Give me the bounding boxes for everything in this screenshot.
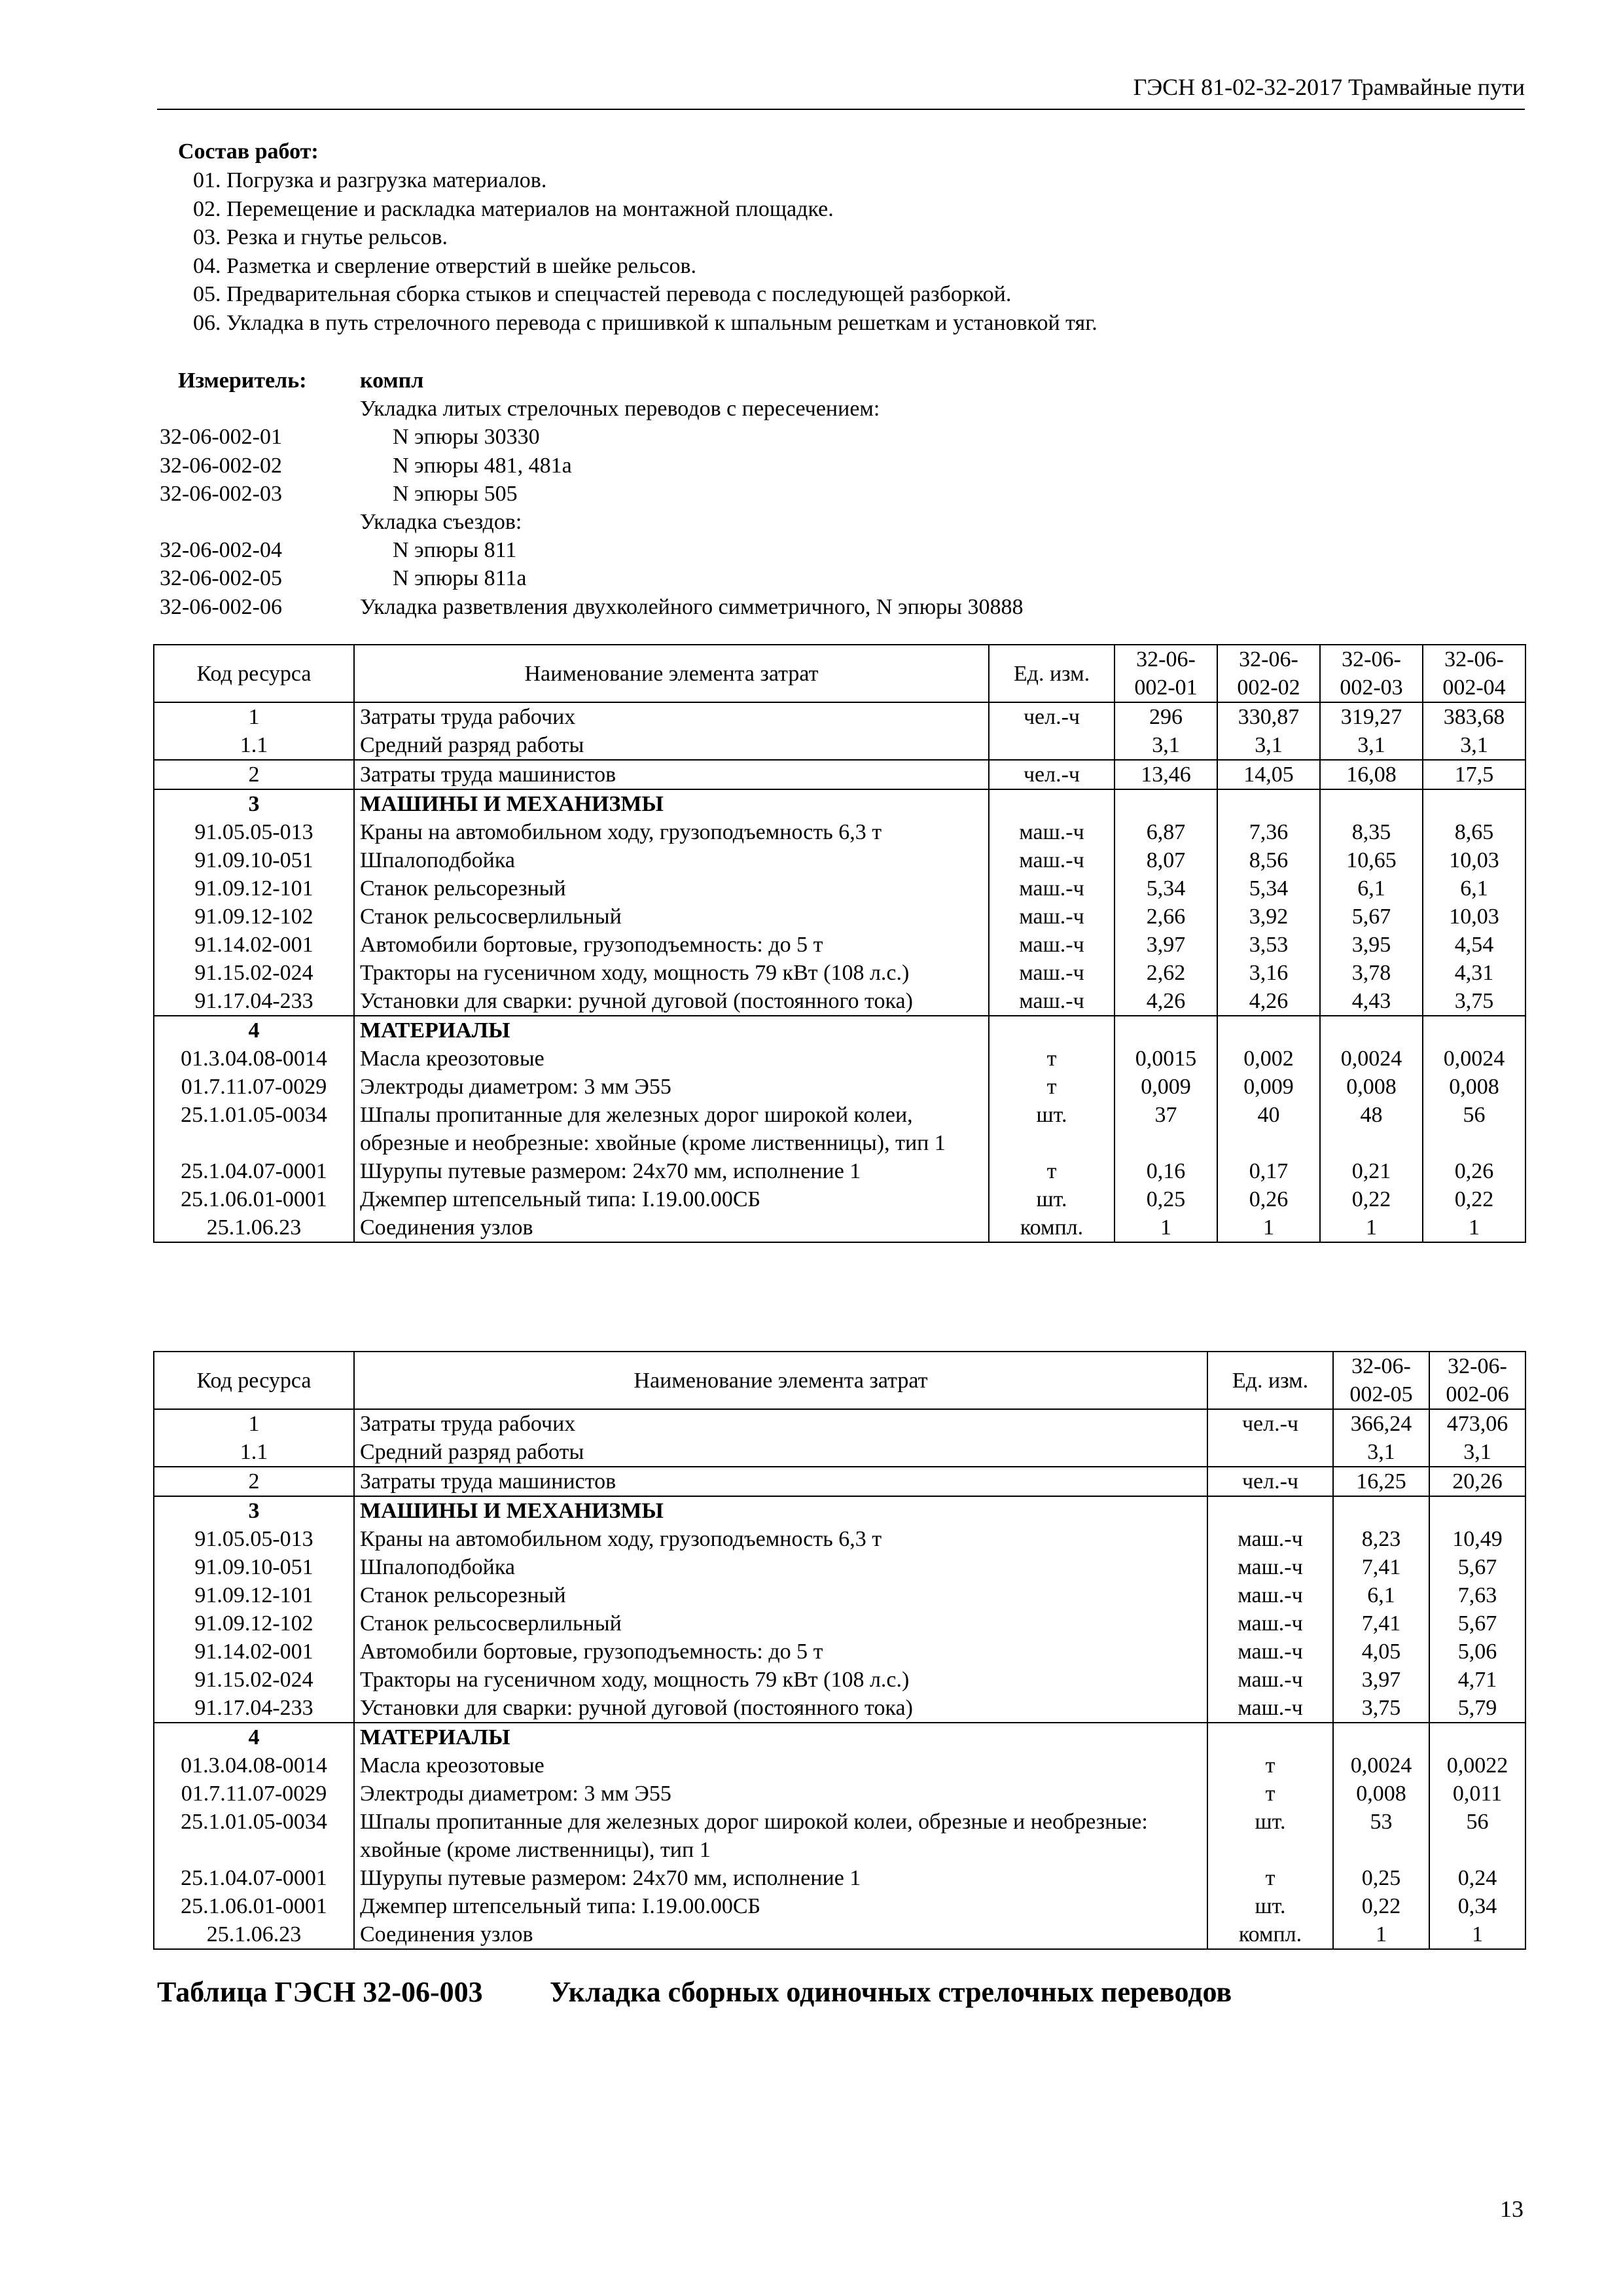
value-cell: 5,79: [1429, 1694, 1525, 1723]
resource-code: 91.09.12-102: [154, 903, 354, 931]
value-cell: 6,1: [1333, 1581, 1429, 1609]
cost-item-name: Масла креозотовые: [354, 1751, 1207, 1780]
value-cell: 8,56: [1217, 846, 1320, 874]
value-cell: [1429, 1496, 1525, 1525]
unit-cell: т: [989, 1045, 1115, 1073]
measure-text: N эпюры 481, 481а: [393, 453, 572, 478]
resource-code: 91.17.04-233: [154, 987, 354, 1016]
cost-item-name: Масла креозотовые: [354, 1045, 989, 1073]
column-header: 32-06- 002-01: [1115, 645, 1217, 702]
value-cell: 3,75: [1423, 987, 1525, 1016]
value-cell: [1423, 789, 1525, 818]
unit-cell: [1207, 1496, 1333, 1525]
cost-item-name: Средний разряд работы: [354, 731, 989, 760]
value-cell: 56: [1423, 1101, 1525, 1157]
value-cell: 4,05: [1333, 1638, 1429, 1666]
column-header: Ед. изм.: [1207, 1352, 1333, 1409]
table-row: [154, 1666, 1525, 1694]
unit-cell: маш.-ч: [989, 846, 1115, 874]
resource-code: 91.09.10-051: [154, 1553, 354, 1581]
resource-code: 3: [154, 1496, 354, 1525]
value-cell: 3,1: [1423, 731, 1525, 760]
next-table-number: Таблица ГЭСН 32-06-003: [157, 1976, 483, 2008]
table-row: [154, 1581, 1525, 1609]
value-cell: 8,65: [1423, 818, 1525, 846]
value-cell: 4,31: [1423, 959, 1525, 987]
unit-cell: маш.-ч: [1207, 1638, 1333, 1666]
column-header: Наименование элемента затрат: [354, 645, 989, 702]
value-cell: 3,1: [1217, 731, 1320, 760]
table-row: [154, 1609, 1525, 1638]
table-row: [154, 818, 1525, 846]
cost-item-name: Затраты труда рабочих: [354, 1409, 1207, 1438]
cost-item-name: Станок рельсосверлильный: [354, 1609, 1207, 1638]
column-header: Наименование элемента затрат: [354, 1352, 1207, 1409]
cost-item-name: Джемпер штепсельный типа: I.19.00.00СБ: [354, 1892, 1207, 1920]
table-row: [154, 1864, 1525, 1892]
value-cell: 3,1: [1429, 1438, 1525, 1467]
table-header-row: [154, 1352, 1525, 1409]
value-cell: 40: [1217, 1101, 1320, 1157]
value-cell: 4,71: [1429, 1666, 1525, 1694]
unit-cell: шт.: [1207, 1892, 1333, 1920]
cost-item-name: Шурупы путевые размером: 24х70 мм, исполнение 1: [354, 1157, 989, 1185]
unit-cell: маш.-ч: [1207, 1694, 1333, 1723]
value-cell: 473,06: [1429, 1409, 1525, 1438]
value-cell: 1: [1320, 1213, 1423, 1242]
cost-item-name: Тракторы на гусеничном ходу, мощность 79 кВт (108 л.с.): [354, 959, 989, 987]
unit-cell: маш.-ч: [1207, 1581, 1333, 1609]
resource-code: 91.05.05-013: [154, 818, 354, 846]
page-number: 13: [1500, 2196, 1524, 2222]
value-cell: 3,1: [1333, 1438, 1429, 1467]
work-composition-title: Состав работ:: [178, 139, 319, 164]
unit-cell: маш.-ч: [989, 818, 1115, 846]
table-row: [154, 1438, 1525, 1467]
resource-code: 1: [154, 702, 354, 731]
measure-text: Укладка литых стрелочных переводов с пересечением:: [360, 397, 880, 422]
value-cell: 330,87: [1217, 702, 1320, 731]
column-header: Код ресурса: [154, 1352, 354, 1409]
unit-cell: шт.: [989, 1185, 1115, 1213]
value-cell: [1429, 1723, 1525, 1751]
value-cell: [1423, 1016, 1525, 1045]
resource-code: 91.05.05-013: [154, 1525, 354, 1553]
cost-item-name: Электроды диаметром: 3 мм Э55: [354, 1073, 989, 1101]
value-cell: 3,97: [1333, 1666, 1429, 1694]
value-cell: 20,26: [1429, 1467, 1525, 1496]
unit-cell: чел.-ч: [989, 760, 1115, 789]
table-row: [154, 959, 1525, 987]
value-cell: [1320, 789, 1423, 818]
value-cell: 3,97: [1115, 931, 1217, 959]
value-cell: [1115, 789, 1217, 818]
value-cell: 7,36: [1217, 818, 1320, 846]
value-cell: 4,43: [1320, 987, 1423, 1016]
cost-item-name: Станок рельсосверлильный: [354, 903, 989, 931]
column-header: 32-06- 002-05: [1333, 1352, 1429, 1409]
cost-item-name: Установки для сварки: ручной дуговой (постоянного тока): [354, 987, 989, 1016]
table-row: [154, 1213, 1525, 1242]
value-cell: 0,0024: [1333, 1751, 1429, 1780]
table-row: [154, 1920, 1525, 1949]
value-cell: [1320, 1016, 1423, 1045]
value-cell: [1217, 789, 1320, 818]
value-cell: 48: [1320, 1101, 1423, 1157]
table-row: [154, 1780, 1525, 1808]
unit-cell: маш.-ч: [1207, 1609, 1333, 1638]
value-cell: 13,46: [1115, 760, 1217, 789]
value-cell: [1217, 1016, 1320, 1045]
resource-code: 91.17.04-233: [154, 1694, 354, 1723]
measure-code: 32-06-002-06: [160, 594, 282, 619]
column-header: 32-06- 002-04: [1423, 645, 1525, 702]
resource-code: 01.3.04.08-0014: [154, 1751, 354, 1780]
table-row: [154, 846, 1525, 874]
value-cell: 0,26: [1423, 1157, 1525, 1185]
resource-code: 91.14.02-001: [154, 1638, 354, 1666]
table-row: [154, 1073, 1525, 1101]
value-cell: 1: [1115, 1213, 1217, 1242]
resource-code: 1: [154, 1409, 354, 1438]
resource-code: 25.1.04.07-0001: [154, 1864, 354, 1892]
value-cell: 0,21: [1320, 1157, 1423, 1185]
value-cell: 0,0024: [1423, 1045, 1525, 1073]
cost-item-name: Шурупы путевые размером: 24х70 мм, исполнение 1: [354, 1864, 1207, 1892]
cost-item-name: Шпалоподбойка: [354, 846, 989, 874]
value-cell: 383,68: [1423, 702, 1525, 731]
resource-code: 4: [154, 1016, 354, 1045]
value-cell: 3,1: [1320, 731, 1423, 760]
table-row: [154, 903, 1525, 931]
value-cell: 0,22: [1333, 1892, 1429, 1920]
value-cell: 8,35: [1320, 818, 1423, 846]
value-cell: 56: [1429, 1808, 1525, 1864]
value-cell: 0,0015: [1115, 1045, 1217, 1073]
measure-text: N эпюры 811: [393, 538, 517, 563]
measure-text: N эпюры 30330: [393, 425, 540, 450]
column-header: 32-06- 002-03: [1320, 645, 1423, 702]
value-cell: 1: [1423, 1213, 1525, 1242]
value-cell: 0,16: [1115, 1157, 1217, 1185]
resource-code: 1.1: [154, 731, 354, 760]
value-cell: 0,009: [1217, 1073, 1320, 1101]
value-cell: 7,63: [1429, 1581, 1525, 1609]
value-cell: 4,26: [1115, 987, 1217, 1016]
value-cell: 1: [1333, 1920, 1429, 1949]
cost-item-name: Шпалы пропитанные для железных дорог широкой колеи, обрезные и необрезные: хвойные (кроме лиственницы), тип 1: [354, 1101, 989, 1157]
value-cell: 2,66: [1115, 903, 1217, 931]
unit-cell: маш.-ч: [989, 874, 1115, 903]
column-header: 32-06- 002-06: [1429, 1352, 1525, 1409]
cost-item-name: Шпалоподбойка: [354, 1553, 1207, 1581]
unit-cell: [989, 731, 1115, 760]
cost-item-name: Станок рельсорезный: [354, 874, 989, 903]
table-row: [154, 874, 1525, 903]
resource-code: 3: [154, 789, 354, 818]
table-row: [154, 1694, 1525, 1723]
value-cell: 10,49: [1429, 1525, 1525, 1553]
value-cell: 3,53: [1217, 931, 1320, 959]
measure-code: 32-06-002-01: [160, 425, 282, 450]
value-cell: 0,009: [1115, 1073, 1217, 1101]
resource-code: 25.1.06.23: [154, 1213, 354, 1242]
cost-item-name: Установки для сварки: ручной дуговой (постоянного тока): [354, 1694, 1207, 1723]
value-cell: 10,03: [1423, 846, 1525, 874]
resource-table-2: [153, 1351, 1526, 1950]
resource-code: 25.1.06.01-0001: [154, 1185, 354, 1213]
cost-item-name: Затраты труда рабочих: [354, 702, 989, 731]
value-cell: [1333, 1723, 1429, 1751]
value-cell: 319,27: [1320, 702, 1423, 731]
table-row: [154, 1751, 1525, 1780]
work-item: 06. Укладка в путь стрелочного перевода с пришивкой к шпальным решеткам и установкой тяг.: [193, 310, 1097, 335]
work-item: 02. Перемещение и раскладка материалов на монтажной площадке.: [193, 196, 834, 221]
value-cell: 3,16: [1217, 959, 1320, 987]
cost-item-name: Соединения узлов: [354, 1920, 1207, 1949]
resource-code: 91.09.12-101: [154, 1581, 354, 1609]
value-cell: 0,008: [1333, 1780, 1429, 1808]
resource-table-1: [153, 644, 1526, 1243]
header-rule: [157, 109, 1525, 110]
running-header: ГЭСН 81-02-32-2017 Трамвайные пути: [1133, 74, 1525, 100]
table-row: [154, 1525, 1525, 1553]
measure-code: 32-06-002-04: [160, 538, 282, 563]
value-cell: 5,67: [1429, 1609, 1525, 1638]
value-cell: 0,26: [1217, 1185, 1320, 1213]
value-cell: 0,002: [1217, 1045, 1320, 1073]
unit-cell: маш.-ч: [989, 903, 1115, 931]
value-cell: 5,34: [1115, 874, 1217, 903]
resource-code: 25.1.06.23: [154, 1920, 354, 1949]
value-cell: 2,62: [1115, 959, 1217, 987]
table-row: [154, 931, 1525, 959]
unit-cell: т: [1207, 1751, 1333, 1780]
cost-item-name: Соединения узлов: [354, 1213, 989, 1242]
unit-cell: компл.: [1207, 1920, 1333, 1949]
resource-code: 25.1.01.05-0034: [154, 1101, 354, 1157]
table-row: [154, 1553, 1525, 1581]
cost-item-name: МАШИНЫ И МЕХАНИЗМЫ: [354, 1496, 1207, 1525]
cost-item-name: МАТЕРИАЛЫ: [354, 1723, 1207, 1751]
cost-item-name: Шпалы пропитанные для железных дорог широкой колеи, обрезные и необрезные: хвойные (кроме лиственницы), тип 1: [354, 1808, 1207, 1864]
table-row: [154, 1185, 1525, 1213]
resource-code: 01.7.11.07-0029: [154, 1073, 354, 1101]
unit-cell: компл.: [989, 1213, 1115, 1242]
table-row: [154, 1409, 1525, 1438]
table-row: [154, 789, 1525, 818]
table-row: [154, 987, 1525, 1016]
work-item: 04. Разметка и сверление отверстий в шейке рельсов.: [193, 253, 697, 278]
cost-item-name: Автомобили бортовые, грузоподъемность: до 5 т: [354, 931, 989, 959]
table-row: [154, 1808, 1525, 1864]
table-row: [154, 702, 1525, 731]
table-row: [154, 1638, 1525, 1666]
column-header: Код ресурса: [154, 645, 354, 702]
column-header: Ед. изм.: [989, 645, 1115, 702]
unit-cell: т: [1207, 1780, 1333, 1808]
value-cell: 37: [1115, 1101, 1217, 1157]
resource-code: 25.1.06.01-0001: [154, 1892, 354, 1920]
cost-item-name: Затраты труда машинистов: [354, 1467, 1207, 1496]
value-cell: 7,41: [1333, 1609, 1429, 1638]
resource-code: 01.3.04.08-0014: [154, 1045, 354, 1073]
value-cell: [1115, 1016, 1217, 1045]
next-table-caption: Укладка сборных одиночных стрелочных переводов: [550, 1976, 1232, 2008]
value-cell: 6,1: [1320, 874, 1423, 903]
resource-code: 91.09.12-102: [154, 1609, 354, 1638]
table-row: [154, 760, 1525, 789]
value-cell: 1: [1217, 1213, 1320, 1242]
value-cell: 3,1: [1115, 731, 1217, 760]
work-item: 05. Предварительная сборка стыков и спецчастей перевода с последующей разборкой.: [193, 282, 1012, 306]
value-cell: 5,67: [1320, 903, 1423, 931]
unit-cell: маш.-ч: [1207, 1553, 1333, 1581]
unit-cell: чел.-ч: [1207, 1467, 1333, 1496]
table-row: [154, 1101, 1525, 1157]
cost-item-name: Электроды диаметром: 3 мм Э55: [354, 1780, 1207, 1808]
value-cell: 0,34: [1429, 1892, 1525, 1920]
measure-label: Измеритель:: [178, 368, 307, 393]
value-cell: 366,24: [1333, 1409, 1429, 1438]
work-item: 03. Резка и гнутье рельсов.: [193, 225, 448, 249]
resource-code: 2: [154, 760, 354, 789]
value-cell: 3,75: [1333, 1694, 1429, 1723]
resource-code: 4: [154, 1723, 354, 1751]
value-cell: 16,25: [1333, 1467, 1429, 1496]
measure-unit: компл: [360, 368, 424, 393]
table-row: [154, 1016, 1525, 1045]
resource-code: 25.1.04.07-0001: [154, 1157, 354, 1185]
table-row: [154, 1045, 1525, 1073]
value-cell: 0,0022: [1429, 1751, 1525, 1780]
table-header-row: [154, 645, 1525, 702]
cost-item-name: Затраты труда машинистов: [354, 760, 989, 789]
value-cell: 53: [1333, 1808, 1429, 1864]
value-cell: 0,24: [1429, 1864, 1525, 1892]
value-cell: 8,23: [1333, 1525, 1429, 1553]
unit-cell: маш.-ч: [989, 931, 1115, 959]
value-cell: 0,0024: [1320, 1045, 1423, 1073]
work-composition-list: [193, 166, 1097, 337]
cost-item-name: Средний разряд работы: [354, 1438, 1207, 1467]
unit-cell: чел.-ч: [1207, 1409, 1333, 1438]
table-row: [154, 731, 1525, 760]
cost-item-name: Автомобили бортовые, грузоподъемность: до 5 т: [354, 1638, 1207, 1666]
cost-item-name: МАШИНЫ И МЕХАНИЗМЫ: [354, 789, 989, 818]
unit-cell: шт.: [989, 1101, 1115, 1157]
table-row: [154, 1723, 1525, 1751]
value-cell: 0,17: [1217, 1157, 1320, 1185]
value-cell: 4,26: [1217, 987, 1320, 1016]
unit-cell: [989, 1016, 1115, 1045]
measure-text: N эпюры 811а: [393, 566, 527, 591]
resource-code: 91.09.12-101: [154, 874, 354, 903]
unit-cell: чел.-ч: [989, 702, 1115, 731]
value-cell: 10,65: [1320, 846, 1423, 874]
value-cell: 6,87: [1115, 818, 1217, 846]
value-cell: 0,22: [1423, 1185, 1525, 1213]
value-cell: 0,25: [1333, 1864, 1429, 1892]
measure-code: 32-06-002-03: [160, 481, 282, 506]
table-row: [154, 1467, 1525, 1496]
table-row: [154, 1496, 1525, 1525]
value-cell: 1: [1429, 1920, 1525, 1949]
value-cell: 7,41: [1333, 1553, 1429, 1581]
measure-code: 32-06-002-05: [160, 566, 282, 591]
resource-code: 25.1.01.05-0034: [154, 1808, 354, 1864]
unit-cell: [989, 789, 1115, 818]
value-cell: 0,25: [1115, 1185, 1217, 1213]
unit-cell: маш.-ч: [989, 959, 1115, 987]
unit-cell: т: [989, 1073, 1115, 1101]
value-cell: 4,54: [1423, 931, 1525, 959]
unit-cell: маш.-ч: [1207, 1666, 1333, 1694]
next-table-title: [157, 1975, 1232, 2009]
resource-code: 91.14.02-001: [154, 931, 354, 959]
value-cell: 3,92: [1217, 903, 1320, 931]
resource-code: 2: [154, 1467, 354, 1496]
value-cell: 296: [1115, 702, 1217, 731]
work-item: 01. Погрузка и разгрузка материалов.: [193, 168, 547, 192]
value-cell: 5,67: [1429, 1553, 1525, 1581]
cost-item-name: МАТЕРИАЛЫ: [354, 1016, 989, 1045]
measure-code: 32-06-002-02: [160, 453, 282, 478]
value-cell: 5,34: [1217, 874, 1320, 903]
value-cell: 0,008: [1423, 1073, 1525, 1101]
value-cell: 16,08: [1320, 760, 1423, 789]
value-cell: 5,06: [1429, 1638, 1525, 1666]
cost-item-name: Станок рельсорезный: [354, 1581, 1207, 1609]
measure-text: N эпюры 505: [393, 481, 518, 506]
unit-cell: маш.-ч: [989, 987, 1115, 1016]
cost-item-name: Краны на автомобильном ходу, грузоподъемность 6,3 т: [354, 1525, 1207, 1553]
resource-code: 91.15.02-024: [154, 1666, 354, 1694]
resource-code: 1.1: [154, 1438, 354, 1467]
cost-item-name: Краны на автомобильном ходу, грузоподъемность 6,3 т: [354, 818, 989, 846]
resource-code: 01.7.11.07-0029: [154, 1780, 354, 1808]
resource-code: 91.09.10-051: [154, 846, 354, 874]
measure-text: Укладка съездов:: [360, 509, 522, 534]
table-row: [154, 1892, 1525, 1920]
cost-item-name: Джемпер штепсельный типа: I.19.00.00СБ: [354, 1185, 989, 1213]
value-cell: 8,07: [1115, 846, 1217, 874]
value-cell: [1333, 1496, 1429, 1525]
value-cell: 10,03: [1423, 903, 1525, 931]
column-header: 32-06- 002-02: [1217, 645, 1320, 702]
value-cell: 0,008: [1320, 1073, 1423, 1101]
unit-cell: [1207, 1438, 1333, 1467]
value-cell: 0,22: [1320, 1185, 1423, 1213]
unit-cell: т: [1207, 1864, 1333, 1892]
unit-cell: т: [989, 1157, 1115, 1185]
value-cell: 17,5: [1423, 760, 1525, 789]
unit-cell: [1207, 1723, 1333, 1751]
resource-code: 91.15.02-024: [154, 959, 354, 987]
value-cell: 3,78: [1320, 959, 1423, 987]
unit-cell: шт.: [1207, 1808, 1333, 1864]
unit-cell: маш.-ч: [1207, 1525, 1333, 1553]
measure-text: Укладка разветвления двухколейного симметричного, N эпюры 30888: [360, 594, 1024, 619]
value-cell: 0,011: [1429, 1780, 1525, 1808]
cost-item-name: Тракторы на гусеничном ходу, мощность 79 кВт (108 л.с.): [354, 1666, 1207, 1694]
value-cell: 14,05: [1217, 760, 1320, 789]
table-row: [154, 1157, 1525, 1185]
value-cell: 6,1: [1423, 874, 1525, 903]
value-cell: 3,95: [1320, 931, 1423, 959]
